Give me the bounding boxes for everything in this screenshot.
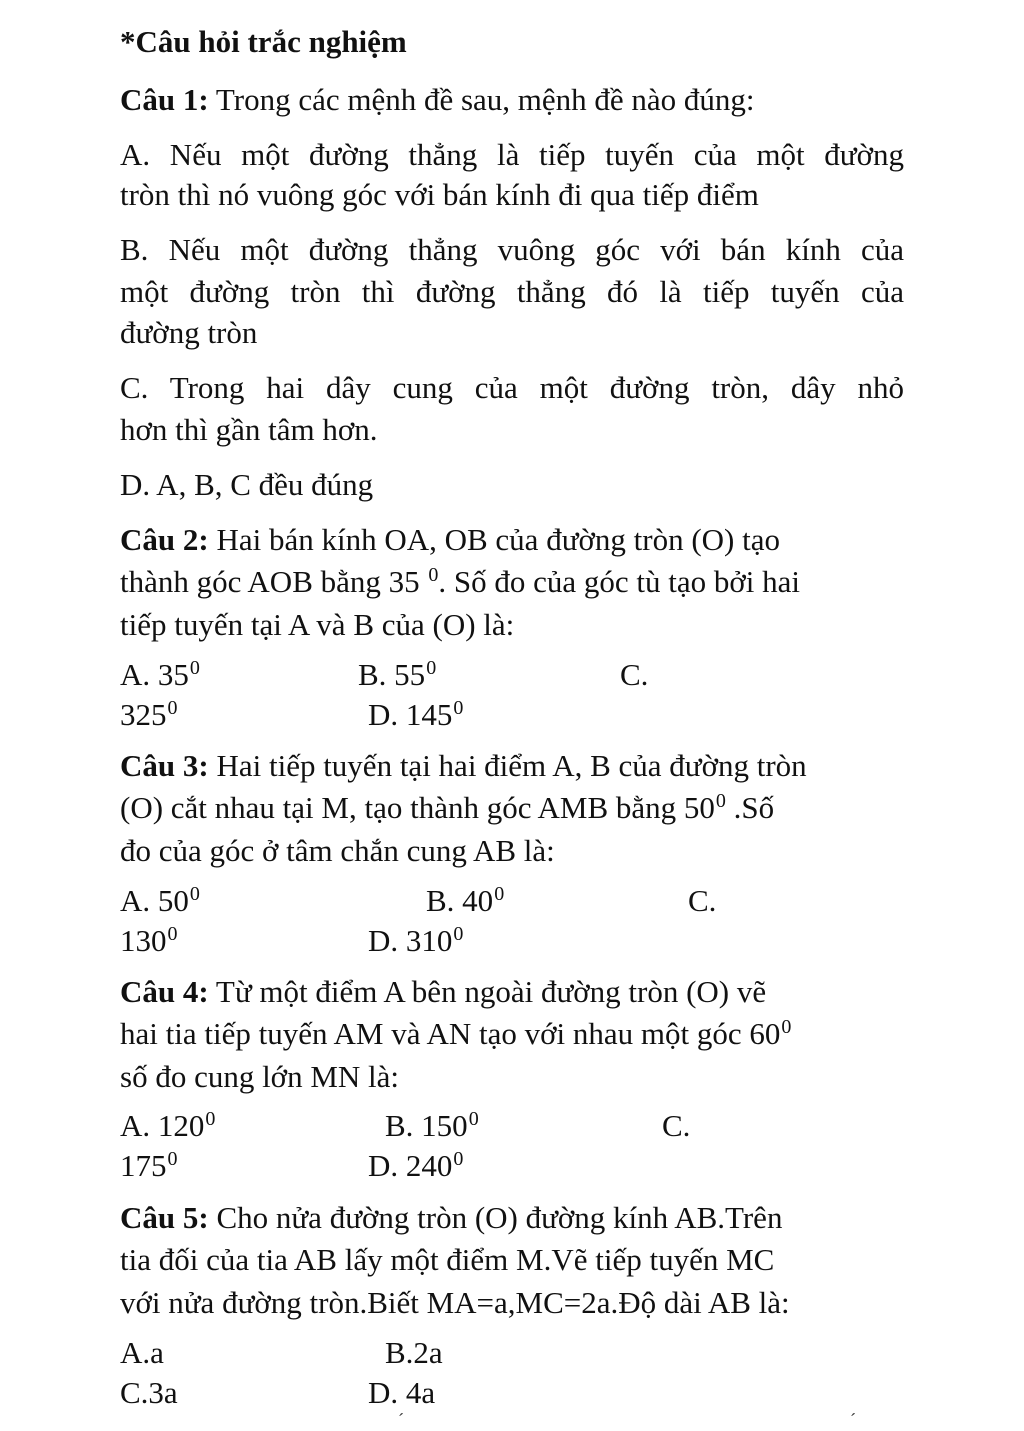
q3-option-b: B. $40^0$ bbox=[426, 882, 505, 918]
q2-option-c-value: $325^0$ bbox=[120, 696, 178, 732]
q4-option-a: A. $120^0$ bbox=[120, 1107, 216, 1143]
q5-option-d: D. 4a bbox=[368, 1375, 436, 1410]
question-4-label: Câu 4: bbox=[120, 974, 209, 1009]
question-3-text-2a: (O) cắt nhau tại M, tạo thành góc AMB bằng 50 bbox=[120, 790, 715, 825]
question-3-stem-line-2 bbox=[120, 788, 774, 828]
q5-option-b: B.2a bbox=[385, 1335, 443, 1370]
q5-option-c: C.3a bbox=[120, 1375, 178, 1410]
q3-option-c: C. bbox=[688, 883, 717, 918]
q1-option-a-line-2: tròn thì nó vuông góc với bán kính đi qua tiếp điểm bbox=[120, 177, 759, 212]
question-3-text-2b: .Số bbox=[725, 790, 775, 825]
q1-option-b-line-3: đường tròn bbox=[120, 315, 258, 350]
degree-mark: 0 bbox=[428, 563, 439, 586]
q3-option-c-value: $130^0$ bbox=[120, 922, 178, 958]
question-2-label: Câu 2: bbox=[120, 522, 209, 557]
question-3-label: Câu 3: bbox=[120, 748, 209, 783]
q4-option-c-value: $175^0$ bbox=[120, 1147, 178, 1183]
question-5-stem-line-2: tia đối của tia AB lấy một điểm M.Vẽ tiếp tuyến MC bbox=[120, 1242, 775, 1277]
q4-option-d: D. $240^0$ bbox=[368, 1147, 464, 1183]
q1-option-c-line-2: hơn thì gần tâm hơn. bbox=[120, 412, 378, 447]
question-5-stem-line-3: với nửa đường tròn.Biết MA=a,MC=2a.Độ dài AB là: bbox=[120, 1285, 790, 1320]
question-3-text-1: Hai tiếp tuyến tại hai điểm A, B của đường tròn bbox=[208, 748, 807, 783]
question-1-label: Câu 1: bbox=[120, 82, 209, 117]
question-2-text-2a: thành góc AOB bằng 35 bbox=[120, 564, 428, 599]
question-3-stem-line-3: đo của góc ở tâm chắn cung AB là: bbox=[120, 833, 555, 868]
degree-mark: 0 bbox=[715, 789, 726, 812]
question-4-stem-line-3: số đo cung lớn MN là: bbox=[120, 1059, 400, 1094]
q3-option-d: D. $310^0$ bbox=[368, 922, 464, 958]
q2-option-d: D. $145^0$ bbox=[368, 696, 464, 732]
question-5-label: Câu 5: bbox=[120, 1200, 209, 1235]
question-3-stem-line-1 bbox=[120, 746, 807, 786]
q1-option-c-line-1: C. Trong hai dây cung của một đường tròn, dây nhỏ bbox=[120, 370, 904, 405]
q2-option-c: C. bbox=[620, 657, 649, 692]
stray-mark-left: ˊ bbox=[398, 1410, 404, 1430]
question-4-text-1: Từ một điểm A bên ngoài đường tròn (O) vẽ bbox=[208, 974, 767, 1009]
q4-option-b: B. $150^0$ bbox=[385, 1107, 479, 1143]
q4-option-c: C. bbox=[662, 1108, 691, 1143]
q2-option-b: B. $55^0$ bbox=[358, 656, 437, 692]
question-4-text-2: hai tia tiếp tuyến AM và AN tạo với nhau một góc 60 bbox=[120, 1016, 781, 1051]
stray-mark-right: ˊ bbox=[850, 1410, 856, 1430]
section-title: *Câu hỏi trắc nghiệm bbox=[120, 24, 407, 59]
q1-option-b-line-2: một đường tròn thì đường thẳng đó là tiếp tuyến của bbox=[120, 274, 904, 309]
question-1-stem bbox=[120, 80, 755, 120]
question-4-stem-line-1 bbox=[120, 972, 766, 1012]
degree-mark: 0 bbox=[781, 1015, 792, 1038]
question-2-text-1: Hai bán kính OA, OB của đường tròn (O) tạo bbox=[208, 522, 780, 557]
question-5-text-1: Cho nửa đường tròn (O) đường kính AB.Trên bbox=[208, 1200, 783, 1235]
question-4-stem-line-2 bbox=[120, 1014, 791, 1054]
question-1-text: Trong các mệnh đề sau, mệnh đề nào đúng: bbox=[208, 82, 755, 117]
question-2-stem-line-3: tiếp tuyến tại A và B của (O) là: bbox=[120, 607, 515, 642]
q2-option-a: A. $35^0$ bbox=[120, 656, 200, 692]
question-2-stem-line-2 bbox=[120, 562, 800, 602]
question-2-text-2b: . Số đo của góc tù tạo bởi hai bbox=[438, 564, 801, 599]
question-5-stem-line-1 bbox=[120, 1198, 782, 1238]
question-2-stem-line-1 bbox=[120, 520, 780, 560]
q1-option-d: D. A, B, C đều đúng bbox=[120, 467, 374, 502]
q3-option-a: A. $50^0$ bbox=[120, 882, 200, 918]
q1-option-a-line-1: A. Nếu một đường thẳng là tiếp tuyến của một đường bbox=[120, 137, 904, 172]
q5-option-a: A.a bbox=[120, 1335, 164, 1370]
q1-option-b-line-1: B. Nếu một đường thẳng vuông góc với bán kính của bbox=[120, 232, 904, 267]
